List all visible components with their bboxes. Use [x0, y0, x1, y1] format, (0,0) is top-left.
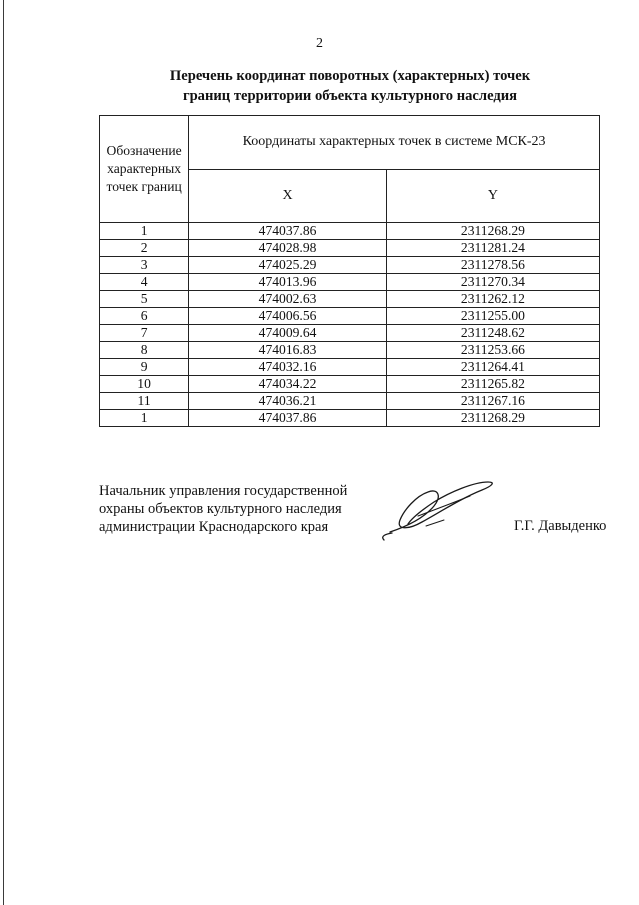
- document-title: [100, 66, 600, 106]
- y-cell: 2311255.00: [386, 308, 599, 325]
- point-cell: 10: [100, 376, 189, 393]
- x-cell: 474036.21: [189, 393, 387, 410]
- table-row: [100, 393, 600, 410]
- y-cell: 2311268.29: [386, 223, 599, 240]
- point-cell: 4: [100, 274, 189, 291]
- table-row: [100, 410, 600, 427]
- point-cell: 11: [100, 393, 189, 410]
- x-cell: 474009.64: [189, 325, 387, 342]
- y-cell: 2311268.29: [386, 410, 599, 427]
- y-cell: 2311248.62: [386, 325, 599, 342]
- table-row: [100, 291, 600, 308]
- table-row: [100, 308, 600, 325]
- header-y: Y: [386, 169, 599, 223]
- y-cell: 2311264.41: [386, 359, 599, 376]
- point-cell: 2: [100, 240, 189, 257]
- table-row: [100, 376, 600, 393]
- table-body: [100, 223, 600, 427]
- x-cell: 474037.86: [189, 410, 387, 427]
- coordinates-table: [99, 115, 600, 427]
- table-row: [100, 223, 600, 240]
- x-cell: 474016.83: [189, 342, 387, 359]
- y-cell: 2311265.82: [386, 376, 599, 393]
- y-cell: 2311267.16: [386, 393, 599, 410]
- x-cell: 474032.16: [189, 359, 387, 376]
- table-row: [100, 342, 600, 359]
- table-row: [100, 257, 600, 274]
- position-line-1: Начальник управления государственной: [99, 483, 348, 499]
- x-cell: 474025.29: [189, 257, 387, 274]
- header-x: X: [189, 169, 387, 223]
- table-header-row: [100, 116, 600, 170]
- x-cell: 474037.86: [189, 223, 387, 240]
- signatory-position: [99, 482, 347, 536]
- point-cell: 3: [100, 257, 189, 274]
- header-points-line-3: точек границ: [106, 179, 182, 194]
- table-row: [100, 240, 600, 257]
- y-cell: 2311278.56: [386, 257, 599, 274]
- y-cell: 2311270.34: [386, 274, 599, 291]
- header-points-line-1: Обозначение: [106, 143, 182, 158]
- x-cell: 474002.63: [189, 291, 387, 308]
- title-line-2: границ территории объекта культурного наследия: [182, 88, 518, 104]
- table-row: [100, 359, 600, 376]
- point-cell: 5: [100, 291, 189, 308]
- point-cell: 1: [100, 223, 189, 240]
- position-line-2: охраны объектов культурного наследия: [99, 501, 342, 517]
- x-cell: 474028.98: [189, 240, 387, 257]
- table-row: [100, 325, 600, 342]
- y-cell: 2311253.66: [386, 342, 599, 359]
- table-row: [100, 274, 600, 291]
- page-number: 2: [316, 36, 323, 51]
- page-edge-line: [3, 0, 4, 905]
- x-cell: 474013.96: [189, 274, 387, 291]
- x-cell: 474034.22: [189, 376, 387, 393]
- position-line-3: администрации Краснодарского края: [99, 519, 329, 535]
- header-points: [100, 116, 189, 223]
- signer-name: Г.Г. Давыденко: [514, 518, 607, 534]
- header-coordinate-system: Координаты характерных точек в системе МСК-23: [189, 116, 600, 170]
- y-cell: 2311281.24: [386, 240, 599, 257]
- title-line-1: Перечень координат поворотных (характерных) точек: [169, 68, 531, 84]
- point-cell: 9: [100, 359, 189, 376]
- header-points-line-2: характерных: [107, 161, 182, 176]
- point-cell: 8: [100, 342, 189, 359]
- handwritten-signature: [378, 476, 498, 544]
- point-cell: 6: [100, 308, 189, 325]
- point-cell: 1: [100, 410, 189, 427]
- point-cell: 7: [100, 325, 189, 342]
- x-cell: 474006.56: [189, 308, 387, 325]
- y-cell: 2311262.12: [386, 291, 599, 308]
